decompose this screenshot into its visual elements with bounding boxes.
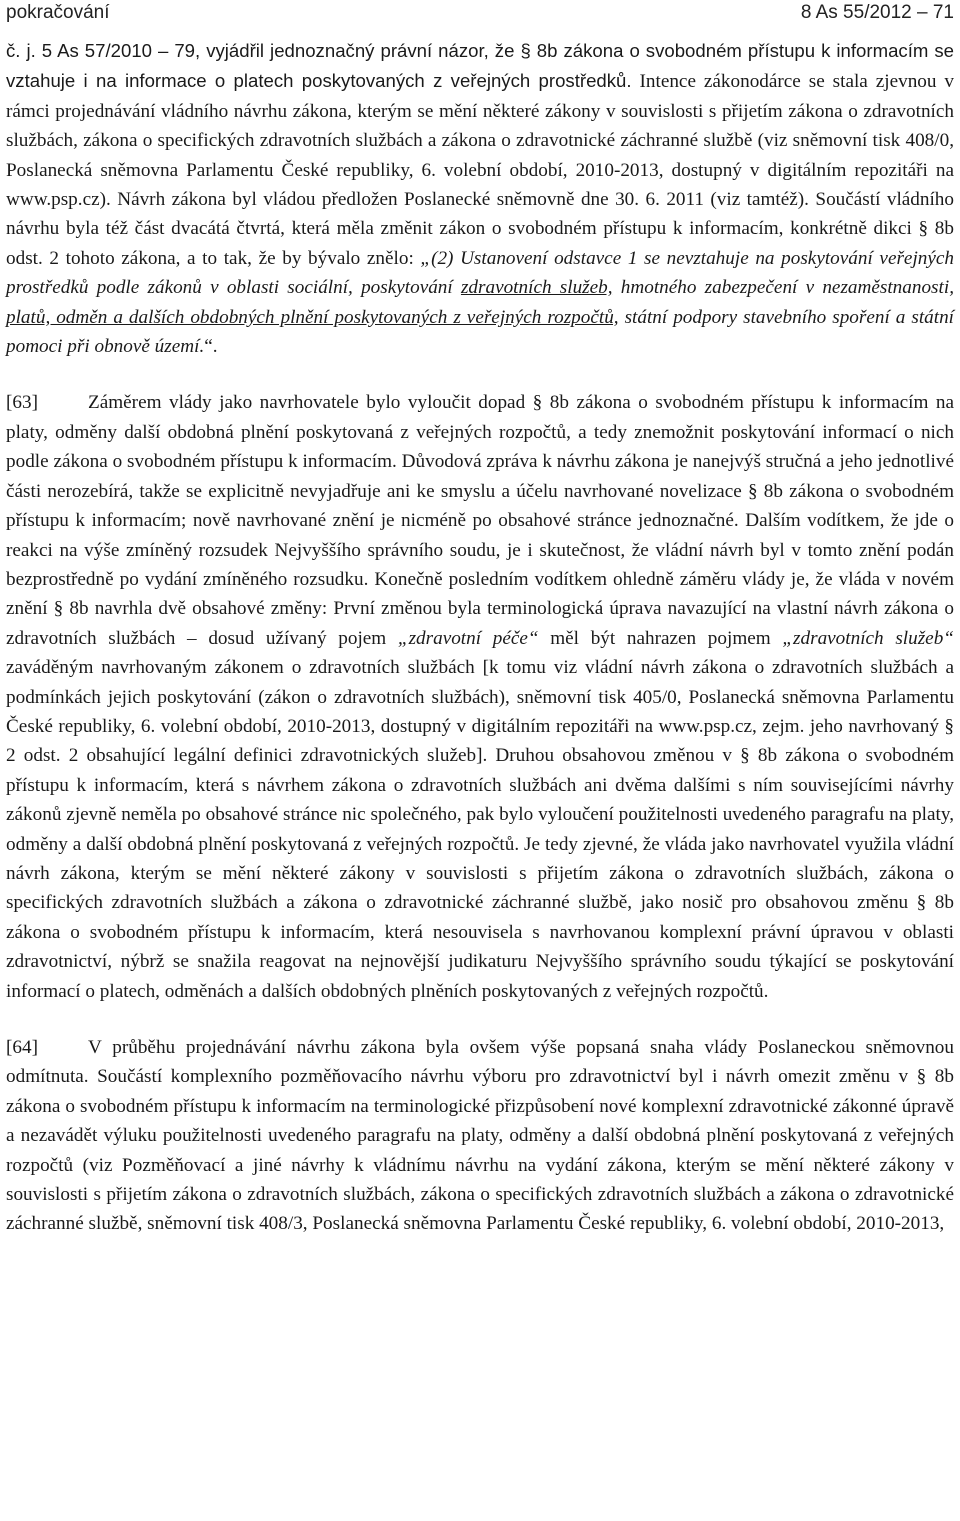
quote-underlined-2: platů, odměn a dalších obdobných plnění poskytovaných z veřejných rozpočtů, <box>6 306 619 328</box>
quote-end: “. <box>204 336 218 358</box>
paragraph-text-2: měl být nahrazen pojmem <box>538 627 783 649</box>
quoted-term-1: „zdravotní péče“ <box>397 627 539 649</box>
paragraph-63 <box>6 388 954 1006</box>
intro-paragraph <box>6 36 954 361</box>
intro-sans-text: č. j. 5 As 57/2010 – 79, vyjádřil jednoznačný právní názor, že § 8b zákona o svobodném přístupu k informacím se vztahuje i na informace o platech poskytovaných z veřejných prostředků. <box>6 40 954 92</box>
page-header <box>6 0 954 30</box>
quote-part-c: státní podpory stavebního spoření a státní pomoci při obnově území. <box>6 306 954 358</box>
intro-serif-text: Intence zákonodárce se stala zjevnou v rámci projednávání vládního návrhu zákona, kterým se mění některé zákony v souvislosti s přijetím zákona o zdravotních službách, zákona o specifických zdravotních službách a zákona o zdravotnické záchranné službě (viz sněmovní tisk 408/0, Poslanecká sněmovna Parlamentu České republiky, 6. volební období, 2010-2013, dostupný v digitálním repozitáři na www.psp.cz). Návrh zákona byl vládou předložen Poslanecké sněmovně dne 30. 6. 2011 (viz tamtéž). Součástí vládního návrhu byla též část dvacátá čtvrtá, která měla změnit zákon o svobodném přístupu k informacím, konkrétně dikci § 8b odst. 2 tohoto zákona, a to tak, že by bývalo znělo: <box>6 71 955 269</box>
paragraph-number: [64] <box>6 1037 38 1058</box>
paragraph-number: [63] <box>6 392 38 414</box>
paragraph-text: V průběhu projednávání návrhu zákona byla ovšem výše popsaná snaha vlády Poslaneckou sněmovnou odmítnuta. Součástí komplexního pozměňovacího návrhu výboru pro zdravotnictví byl i návrh omezit změnu v § 8b zákona o svobodném přístupu k informacím na terminologické přizpůsobení nové komplexní zdravotnické zákonné úpravě a nezavádět výluku použitelnosti uvedeného paragrafu na platy, odměny a další obdobná plnění poskytovaná z veřejných rozpočtů (viz Pozměňovací a jiné návrhy k vládnímu návrhu na vydání zákona, kterým se mění některé zákony v souvislosti s přijetím zákona o zdravotních službách, zákona o specifických zdravotních službách a zákona o zdravotnické záchranné službě, sněmovní tisk 408/3, Poslanecká sněmovna Parlamentu České republiky, 6. volební období, 2010-2013, <box>6 1037 954 1235</box>
quoted-term-2: „zdravotních služeb“ <box>782 627 954 649</box>
case-number: 8 As 55/2012 – 71 <box>800 2 954 23</box>
quote-part-a: „(2) Ustanovení odstavce 1 se nevztahuje na poskytování veřejných prostředků podle zákonů v oblasti sociální, poskytování <box>6 247 954 299</box>
quote-part-b: hmotného zabezpečení v nezaměstnanosti, <box>612 277 954 299</box>
paragraph-text: Záměrem vlády jako navrhovatele bylo vyloučit dopad § 8b zákona o svobodném přístupu k informacím na platy, odměny další obdobná plnění poskytovaná z veřejných rozpočtů, a tedy znemožnit poskytování informací o nich podle zákona o svobodném přístupu k informacím. Důvodová zpráva k návrhu zákona je nanejvýš stručná a jeho jednotlivé části nerozebírá, takže se explicitně nevyjadřuje ani ke smyslu a účelu navrhované novelizace § 8b zákona o svobodném přístupu k informacím; nově navrhované znění je nicméně po obsahové stránce jednoznačné. Dalším vodítkem, že jde o reakci na výše zmíněný rozsudek Nejvyššího správního soudu, je i skutečnost, že vládní návrh byl v tomto znění podán bezprostředně po vydání zmíněného rozsudku. Konečně posledním vodítkem ohledně záměru vlády je, že vláda v novém znění § 8b navrhla dvě obsahové změny: První změnou byla terminologická úprava navazující na vlastní návrh zákona o zdravotních službách – dosud užívaný pojem <box>6 392 954 649</box>
header-continuation-label: pokračování <box>6 2 110 23</box>
paragraph-text-3: zaváděným navrhovaným zákonem o zdravotních službách [k tomu viz vládní návrh zákona o zdravotních službách a podmínkách jejich poskytování (zákon o zdravotních službách), sněmovní tisk 405/0, Poslanecká sněmovna Parlamentu České republiky, 6. volební období, 2010-2013, dostupný v digitálním repozitáři na www.psp.cz, zejm. jeho navrhovaný § 2 odst. 2 obsahující legální definici zdravotnických služeb]. Druhou obsahovou změnou v § 8b zákona o svobodném přístupu k informacím, která s návrhem zákona o zdravotních službách ani dvěma dalšími s ním souvisejícími návrhy zákonů zjevně neměla po obsahové stránce nic společného, pak bylo vyloučení použitelnosti uvedeného paragrafu na platy, odměny a další obdobná plnění poskytovaná z veřejných rozpočtů. Je tedy zjevné, že vláda jako navrhovatel využila vládní návrh zákona, kterým se mění některé zákony v souvislosti s přijetím zákona o zdravotních službách, zákona o specifických zdravotních službách a zákona o zdravotnické záchranné službě, jako nosič pro obsahovou změnu § 8b zákona o svobodném přístupu k informacím, která nesouvisela s navrhovanou komplexní právní úpravou v oblasti zdravotnictví, nýbrž se snažila reagovat na nejnovější judikaturu Nejvyššího správního soudu týkající se poskytování informací o platech, odměnách a dalších obdobných plněních poskytovaných z veřejných rozpočtů. <box>6 657 954 1002</box>
paragraph-64 <box>6 1033 954 1239</box>
quote-underlined-1: zdravotních služeb, <box>460 277 613 299</box>
